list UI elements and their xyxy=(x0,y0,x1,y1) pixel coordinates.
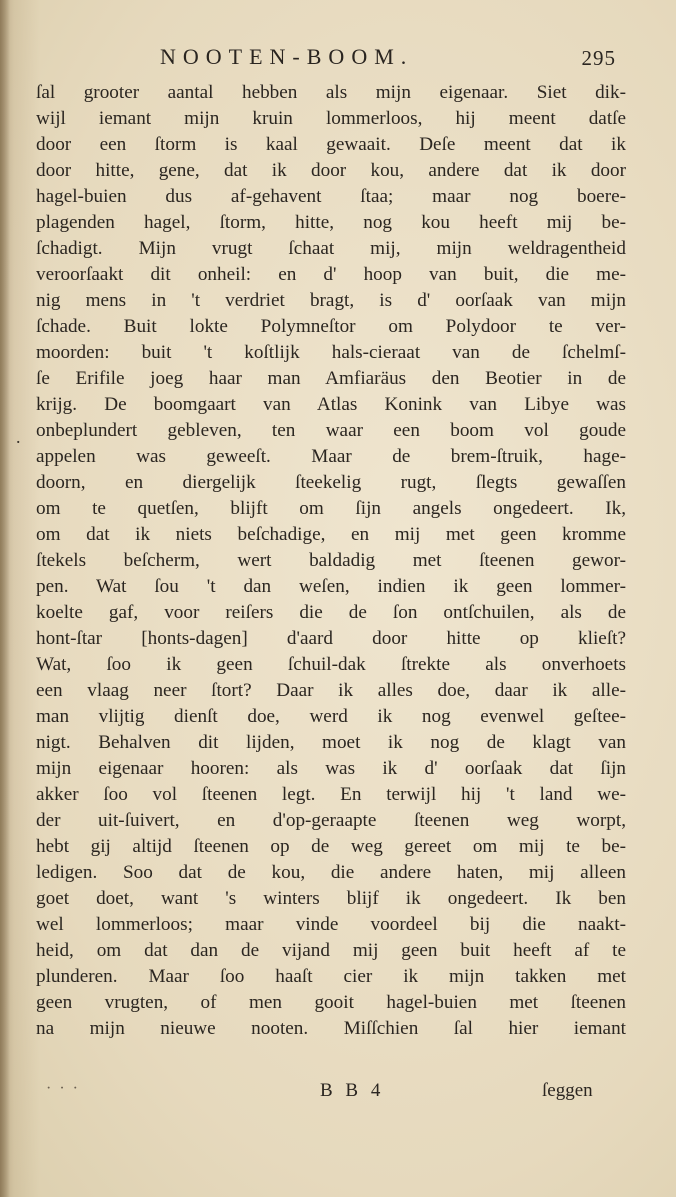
text-line: hont-ſtar [honts-dagen] d'aard door hitte op klieſt? xyxy=(36,628,626,649)
text-line: heid, om dat dan de vijand mij geen buit heeft af te xyxy=(36,940,626,961)
margin-mark: . xyxy=(16,427,21,447)
text-line: door een ſtorm is kaal gewaait. Deſe meent dat ik xyxy=(36,134,626,155)
text-line: man vlijtig dienſt doe, werd ik nog evenwel geſtee- xyxy=(36,706,626,727)
text-line: ſal grooter aantal hebben als mijn eigenaar. Siet dik- xyxy=(36,82,626,103)
text-line: veroorſaakt dit onheil: en d' hoop van buit, die me- xyxy=(36,264,626,285)
text-line: hagel-buien dus af-gehavent ſtaa; maar nog boere- xyxy=(36,186,626,207)
text-line: pen. Wat ſou 't dan weſen, indien ik geen lommer- xyxy=(36,576,626,597)
text-line: ſe Erifile joeg haar man Amfiaräus den Beotier in de xyxy=(36,368,626,389)
text-line: ſtekels beſcherm, wert baldadig met ſteenen gewor- xyxy=(36,550,626,571)
text-line: doorn, en diergelijk ſteekelig rugt, ſlegts gewaſſen xyxy=(36,472,626,493)
text-line: om te quetſen, blijft om ſijn angels ongedeert. Ik, xyxy=(36,498,626,519)
text-line: nig mens in 't verdriet bragt, is d' oorſaak van mijn xyxy=(36,290,626,311)
text-line: goet doet, want 's winters blijf ik ongedeert. Ik ben xyxy=(36,888,626,909)
text-line: ſchade. Buit lokte Polymneſtor om Polydoor te ver- xyxy=(36,316,626,337)
text-line: mijn eigenaar hooren: als was ik d' oorſaak dat ſijn xyxy=(36,758,626,779)
text-line: akker ſoo vol ſteenen legt. En terwijl hij 't land we- xyxy=(36,784,626,805)
text-line: om dat ik niets beſchadige, en mij met geen kromme xyxy=(36,524,626,545)
text-line: plagenden hagel, ſtorm, hitte, nog kou heeft mij be- xyxy=(36,212,626,233)
text-line: geen vrugten, of men gooit hagel-buien met ſteenen xyxy=(36,992,626,1013)
text-line: onbeplundert gebleven, ten waar een boom vol goude xyxy=(36,420,626,441)
running-head xyxy=(0,44,676,80)
signature-mark: B B 4 xyxy=(320,1080,385,1101)
text-line: plunderen. Maar ſoo haaſt cier ik mijn takken met xyxy=(36,966,626,987)
text-line: hebt gij altijd ſteenen op de weg gereet om mij te be- xyxy=(36,836,626,857)
running-title: NOOTEN-BOOM. xyxy=(160,44,414,69)
text-line: nigt. Behalven dit lijden, moet ik nog de klagt van xyxy=(36,732,626,753)
text-line: ledigen. Soo dat de kou, die andere haten, mij alleen xyxy=(36,862,626,883)
text-line: krijg. De boomgaart van Atlas Konink van Libye was xyxy=(36,394,626,415)
footer-marks: · · · xyxy=(46,1080,80,1097)
text-line: wel lommerloos; maar vinde voordeel bij die naakt- xyxy=(36,914,626,935)
text-line: een vlaag neer ſtort? Daar ik alles doe, daar ik alle- xyxy=(36,680,626,701)
text-line: wijl iemant mijn kruin lommerloos, hij meent datſe xyxy=(36,108,626,129)
text-line: na mijn nieuwe nooten. Miſſchien ſal hier iemant xyxy=(36,1018,626,1039)
text-line: appelen was geweeſt. Maar de brem-ſtruik, hage- xyxy=(36,446,626,467)
page-footer xyxy=(0,1076,676,1112)
page-number: 295 xyxy=(581,46,616,70)
text-line: moorden: buit 't koſtlijk hals-cieraat van de ſchelmſ- xyxy=(36,342,626,363)
text-line: koelte gaf, voor reiſers die de ſon ontſchuilen, als de xyxy=(36,602,626,623)
catchword: ſeggen xyxy=(542,1080,593,1101)
text-line: ſchadigt. Mijn vrugt ſchaat mij, mijn weldragentheid xyxy=(36,238,626,259)
gutter-shadow xyxy=(0,0,10,1197)
body-text xyxy=(36,80,626,1042)
text-line: door hitte, gene, dat ik door kou, andere dat ik door xyxy=(36,160,626,181)
text-line: Wat, ſoo ik geen ſchuil-dak ſtrekte als onverhoets xyxy=(36,654,626,675)
text-line: der uit-ſuivert, en d'op-geraapte ſteenen weg worpt, xyxy=(36,810,626,831)
